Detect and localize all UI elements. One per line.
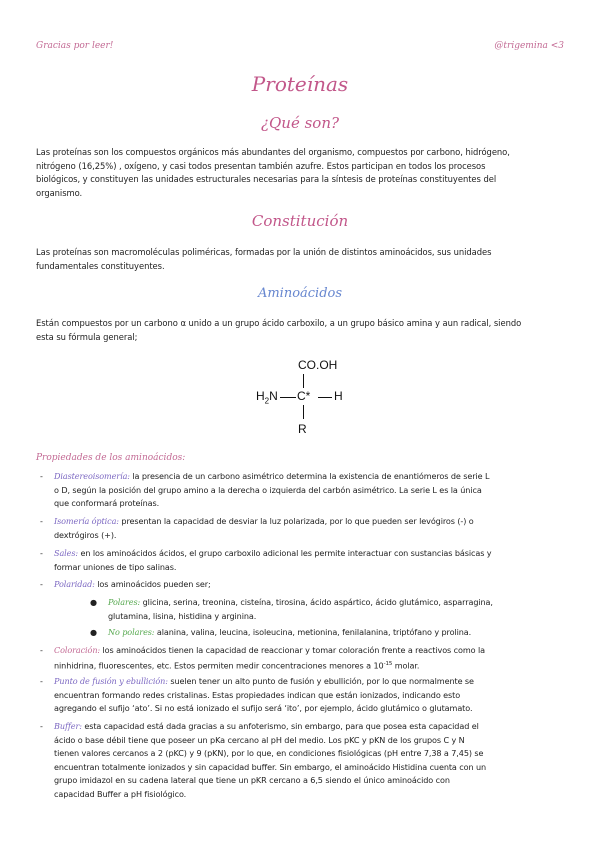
formula-left-h: H [256,389,265,403]
sub-label: No polares: [108,627,155,637]
list-dash: - [40,645,43,655]
formula-center-carbon: C* [297,389,311,403]
text-line: fundamentales constituyentes. [36,260,165,271]
section-heading-que-son: ¿Qué son? [260,114,340,132]
list-item-punto-fusion [40,675,566,716]
text-line: los aminoácidos pueden ser; [94,579,211,589]
text-line: Las proteínas son macromoléculas poliméricas, formadas por la unión de distintos aminoácidos, sus unidades [36,247,492,257]
text-line: suelen tener un alto punto de fusión y ebullición, por lo que normalmente se [167,676,474,686]
formula-bond-bottom [303,405,304,419]
paragraph-aminoacidos [36,317,566,344]
text-line: los aminoácidos tienen la capacidad de reaccionar y tomar coloración frente a reactivos como la [100,645,485,655]
property-label: Isomería óptica: [54,516,119,526]
exponent: -15 [383,660,393,667]
text-line: en los aminoácidos ácidos, el grupo carboxilo adicional les permite interactuar con sustancias básicas y [78,548,492,558]
property-label: Diastereoisomería: [54,471,130,481]
property-label: Buffer: [54,721,82,731]
bullet-icon: ● [90,597,97,607]
text-line: dextrógiros (+). [54,529,117,540]
text-line: capacidad Buffer a pH fisiológico. [54,788,187,799]
property-label: Sales: [54,548,79,558]
text-line: glicina, serina, treonina, cisteína, tirosina, ácido aspártico, ácido glutámico, asparragina, [140,597,493,607]
formula-bottom-radical: R [298,422,307,436]
sub-item-polares [90,596,568,623]
text-line: la presencia de un carbono asimétrico determina la existencia de enantiómeros de serie L [129,471,490,481]
text-line: ácido o base débil tiene que poseer un pKa cercano al pH del medio. Los pKC y pKN de los grupos C y N [54,734,465,745]
property-label: Punto de fusión y ebullición: [54,676,168,686]
list-dash: - [40,548,43,558]
paragraph-que-son [36,146,566,200]
formula-bond-left [280,397,296,398]
property-label: Coloración: [54,645,101,655]
list-dash: - [40,721,43,731]
formula-bond-right [318,397,332,398]
text-line: Están compuestos por un carbono α unido a un grupo ácido carboxilo, a un grupo básico amina y aun radical, siendo [36,318,522,328]
sub-label: Polares: [108,597,141,607]
section-heading-aminoacidos: Aminoácidos [257,286,343,301]
formula-bond-top [303,374,304,388]
text-line: tienen valores cercanos a 2 (pKC) y 9 (pKN), por lo que, en condiciones fisiológicas (pH entre 7,38 a 7,45) se [54,748,484,759]
list-item-buffer [40,720,566,802]
bullet-icon: ● [90,627,97,637]
list-dash: - [40,676,43,686]
propiedades-heading: Propiedades de los aminoácidos: [36,453,186,463]
list-item-coloracion [40,644,566,673]
text-line: nitrógeno (16,25%) , oxígeno, y casi todos presentan también azufre. Estos participan en todos los procesos [36,160,486,171]
text-line: organismo. [36,187,83,198]
formula-left-subscript: 2 [264,396,270,406]
text-line: formar uniones de tipo salinas. [54,561,177,572]
text-line: o D, según la posición del grupo amino a la derecha o izquierda del carbón asimétrico. La serie L es la única [54,484,482,495]
text-line: molar. [392,660,420,671]
text-line: esta su fórmula general; [36,331,138,342]
text-line: presentan la capacidad de desviar la luz polarizada, por lo que pueden ser levógiros (-) o [118,516,474,526]
list-dash: - [40,516,43,526]
text-line: encuentran formando redes cristalinas. Estas propiedades indican que están ionizados, indicando esto [54,689,461,700]
text-line: alanina, valina, leucina, isoleucina, metionina, fenilalanina, triptófano y prolina. [154,627,472,637]
formula-left-group [256,389,278,405]
text-line: agregando el sufijo ‘ato’. Si no está ionizado el sufijo será ‘ito’, por ejemplo, ácido glutámico o glutamato. [54,703,473,714]
paragraph-constitucion [36,246,566,273]
formula-left-n: N [269,389,278,403]
header-author-handle: @trigemina <3 [494,41,564,51]
list-item-diastereoisomeria [40,470,566,511]
text-line: que conformará proteínas. [54,498,160,509]
text-line: grupo imidazol en su cadena lateral que tiene un pKR cercano a 6,5 siendo el único aminoácido con [54,775,450,786]
list-item-isomeria-optica [40,515,566,542]
list-item-polaridad [40,578,566,592]
formula-right-h: H [334,389,343,403]
page-title: Proteínas [251,72,349,96]
list-dash: - [40,579,43,589]
text-line: ninhidrina, fluorescentes, etc. Estos permiten medir concentraciones menores a 10 [54,660,384,671]
property-label: Polaridad: [54,579,95,589]
text-line: Las proteínas son los compuestos orgánicos más abundantes del organismo, compuestos por carbono, hidrógeno, [36,147,510,157]
header-left-note: Gracias por leer! [36,41,114,51]
text-line: glutamina, lisina, histidina y arginina. [108,610,257,621]
text-line: biológicos, y constituyen las unidades estructurales necesarias para la síntesis de proteínas constituyentes del [36,174,497,184]
formula-top-group: CO.OH [298,358,338,372]
list-item-sales [40,547,566,574]
list-dash: - [40,471,43,481]
section-heading-constitucion: Constitución [251,212,349,230]
text-line: encuentran totalmente ionizados y sin capacidad buffer. Sin embargo, el aminoácido Histidina cuenta con un [54,761,487,772]
text-line: esta capacidad está dada gracias a su anfoterismo, sin embargo, para que posea esta capacidad el [81,721,479,731]
sub-item-no-polares [90,626,568,640]
